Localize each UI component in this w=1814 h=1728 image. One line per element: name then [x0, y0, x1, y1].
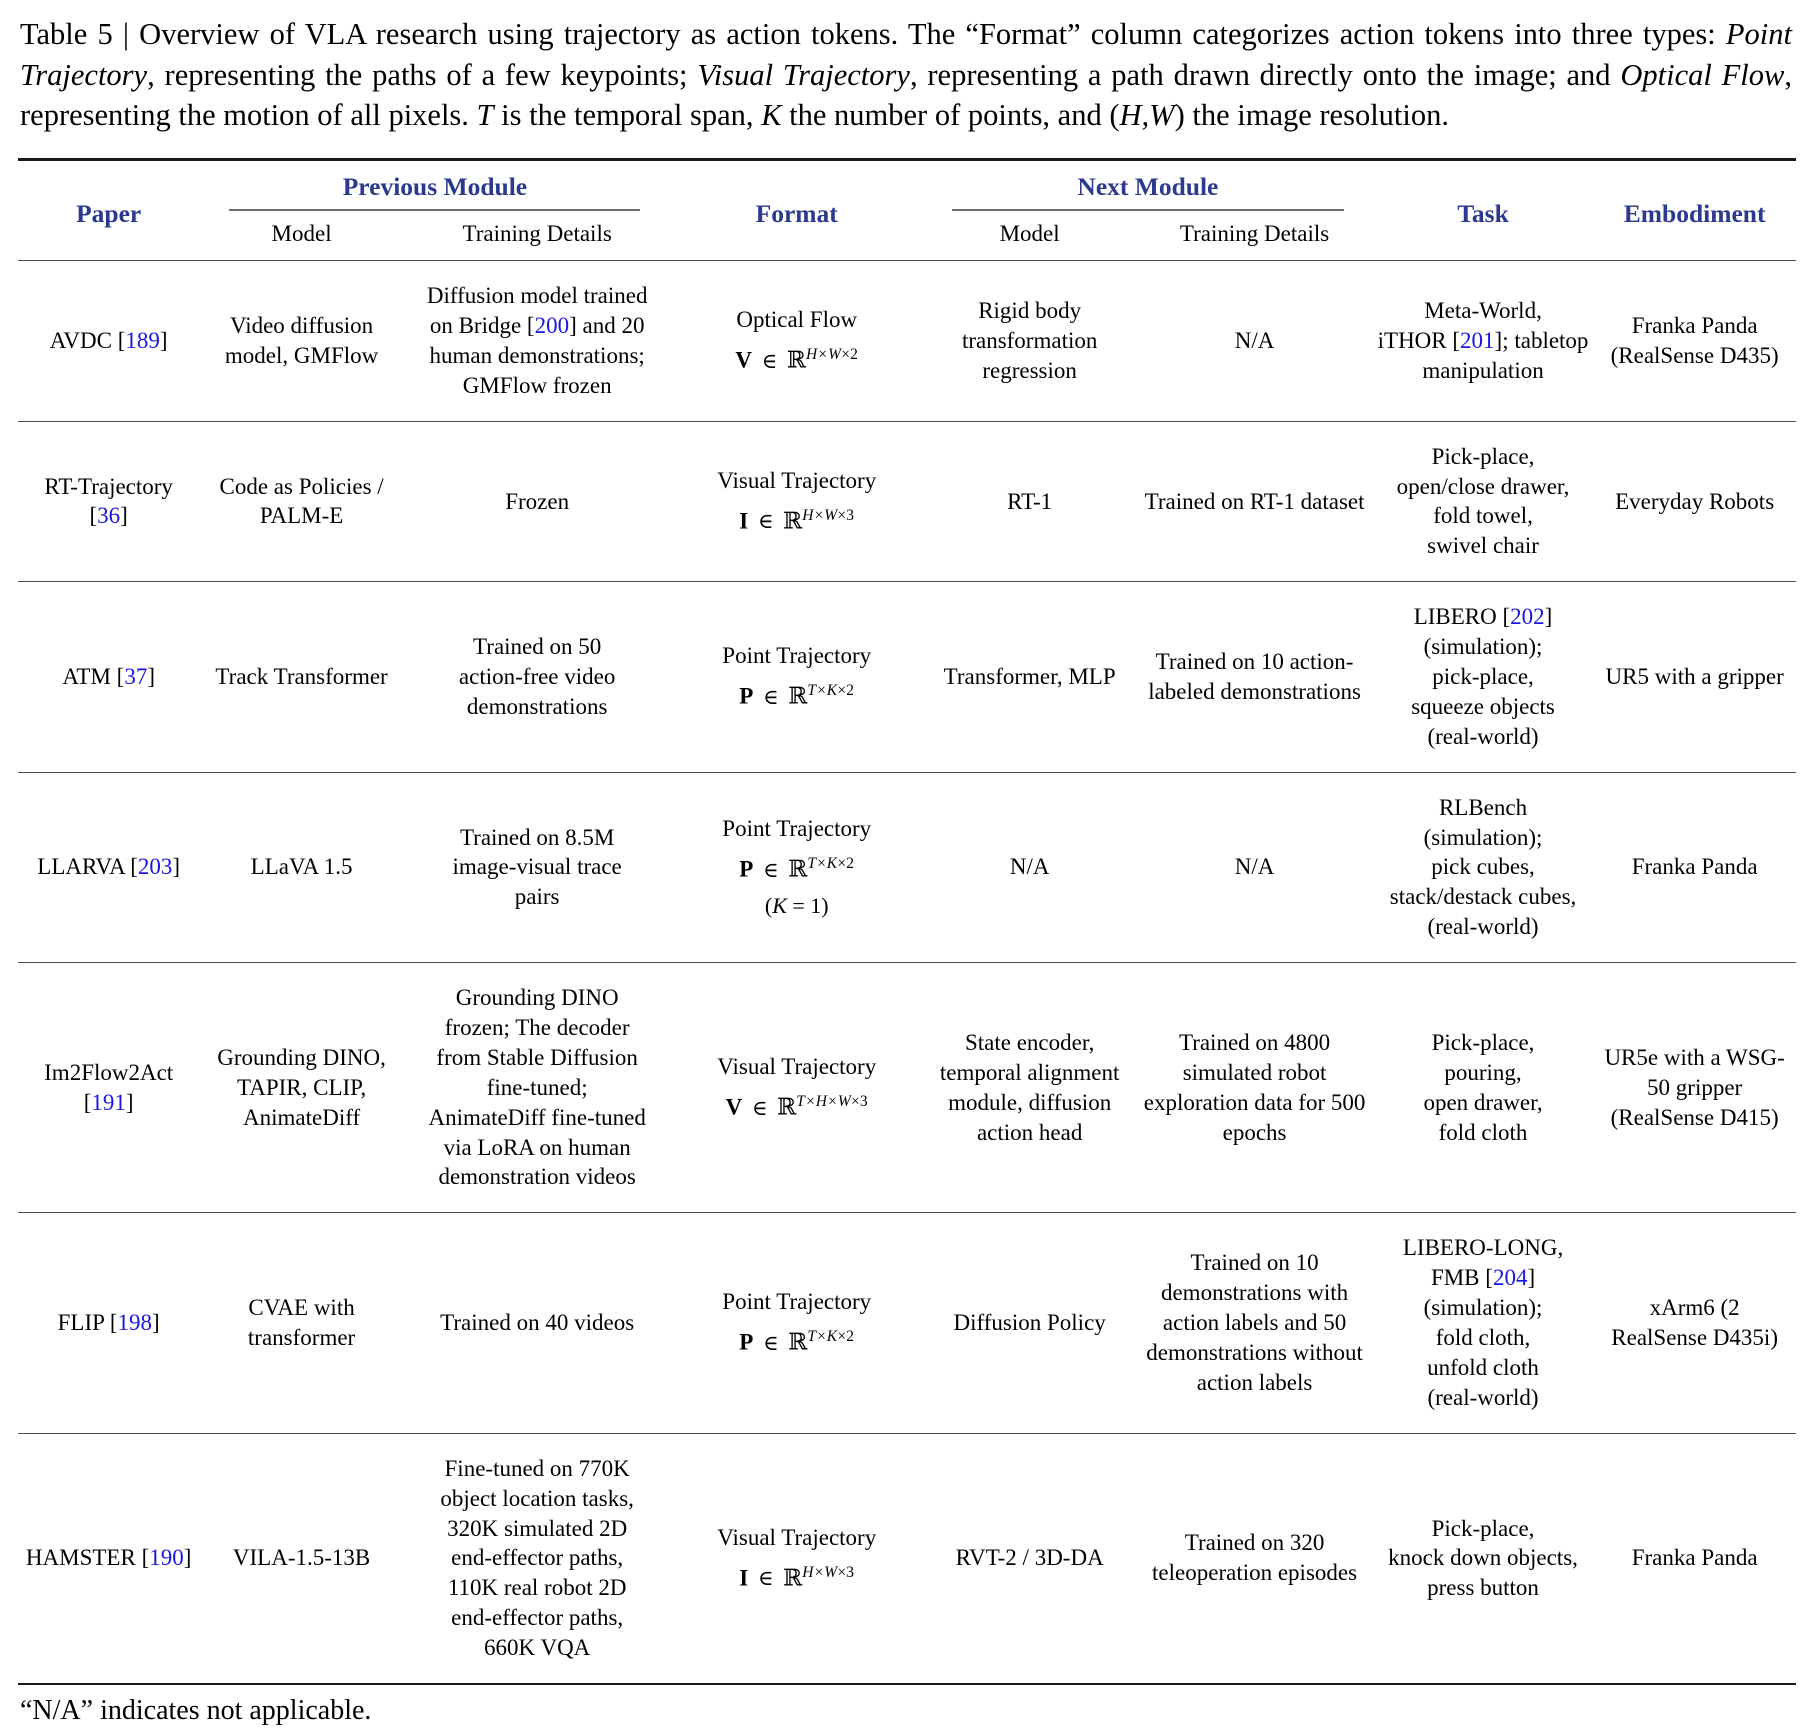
task-line: Meta-World, — [1424, 298, 1542, 324]
table-head — [18, 160, 1796, 261]
format-math-expression — [677, 1327, 917, 1359]
task-line: RLBench — [1438, 794, 1528, 820]
task-line: iTHOR [201]; tabletop — [1377, 327, 1589, 353]
cell-format — [671, 772, 923, 962]
cell-next-model: State encoder, temporal alignment module, diffusion action head — [939, 1029, 1120, 1145]
format-type-label: Visual Trajectory — [717, 1054, 877, 1080]
column-header-format: Format — [755, 199, 838, 229]
citation-ref[interactable]: 190 — [149, 1545, 184, 1571]
table-footnote: “N/A” indicates not applicable. — [20, 1694, 372, 1726]
cell-embodiment: UR5 with a gripper — [1605, 664, 1784, 690]
cell-previous-model: Video diffusion model, GMFlow — [224, 313, 379, 368]
format-dimensions: T×K×2 — [807, 682, 855, 700]
task-line: press button — [1427, 1575, 1539, 1601]
format-type-label: Point Trajectory — [722, 1289, 872, 1315]
cell-embodiment: UR5e with a WSG-50 gripper (RealSense D415) — [1604, 1044, 1785, 1130]
real-numbers-icon: ℝ — [788, 856, 808, 883]
cell-next-training: Trained on 10 action-labeled demonstrations — [1148, 649, 1361, 704]
element-of-icon: ∈ — [756, 1330, 786, 1355]
cell-task — [1373, 582, 1593, 772]
format-dimensions: H×W×3 — [802, 1563, 855, 1581]
cell-next-training: Trained on RT-1 dataset — [1144, 488, 1365, 514]
element-of-icon: ∈ — [756, 857, 786, 882]
format-symbol: I — [739, 1565, 749, 1591]
format-math-expression — [677, 1563, 917, 1595]
paper-name: FLIP — [57, 1310, 110, 1336]
task-line: Pick-place, — [1431, 1515, 1535, 1541]
table-row — [18, 772, 1796, 962]
cell-format — [671, 421, 923, 582]
citation-ref[interactable]: 202 — [1510, 604, 1545, 630]
cell-next-model: Rigid body transformation regression — [961, 298, 1098, 383]
cell-previous-training — [404, 421, 671, 582]
cell-previous-model: LLaVA 1.5 — [250, 854, 353, 880]
table-row — [18, 421, 1796, 582]
table-row — [18, 1213, 1796, 1433]
task-line: pouring, — [1444, 1059, 1522, 1085]
column-header-prev-model: Model — [271, 221, 332, 247]
column-group-previous-module: Previous Module — [199, 160, 670, 216]
cell-next-model: N/A — [1009, 854, 1050, 880]
task-line: (real-world) — [1427, 723, 1539, 749]
cell-previous-training — [404, 1433, 671, 1684]
training-detail-line: on Bridge [200] and 20 — [429, 313, 645, 338]
format-type-label: Point Trajectory — [722, 816, 872, 842]
paper-name: HAMSTER — [25, 1545, 142, 1571]
format-symbol: P — [739, 856, 754, 882]
citation-ref[interactable]: 203 — [137, 854, 173, 880]
table-caption — [0, 0, 1814, 136]
training-detail-line: GMFlow frozen — [462, 372, 612, 398]
real-numbers-icon: ℝ — [777, 1094, 797, 1121]
column-header-next-model: Model — [999, 221, 1060, 247]
training-detail-line: end-effector paths, — [451, 1545, 624, 1571]
task-line: (simulation); — [1423, 824, 1543, 850]
cell-previous-training — [404, 963, 671, 1213]
training-detail-line: 320K simulated 2D — [447, 1515, 628, 1541]
training-detail-line: 660K VQA — [484, 1635, 591, 1661]
cell-next-training: Trained on 320 teleoperation episodes — [1136, 1433, 1372, 1684]
format-math-expression — [677, 681, 917, 713]
training-detail-line: Fine-tuned on 770K — [444, 1455, 630, 1481]
real-numbers-icon: ℝ — [786, 347, 807, 374]
cell-next-model: RVT-2 / 3D-DA — [923, 1433, 1136, 1684]
training-detail-line: demonstrations — [466, 693, 608, 719]
training-detail-line: from Stable Diffusion — [436, 1044, 638, 1070]
task-line: stack/destack cubes, — [1389, 884, 1577, 910]
citation-ref[interactable]: 189 — [125, 327, 160, 353]
cell-format — [671, 261, 923, 422]
table-row — [18, 582, 1796, 772]
format-dimensions: T×K×2 — [807, 1328, 855, 1346]
cell-task — [1373, 1433, 1593, 1684]
citation-ref[interactable]: 204 — [1492, 1265, 1528, 1291]
cell-previous-model: VILA-1.5-13B — [199, 1433, 403, 1684]
format-dimensions: T×K×2 — [807, 855, 855, 873]
cell-next-training: N/A — [1234, 327, 1275, 353]
format-math-expression — [677, 506, 917, 538]
cell-previous-training — [404, 582, 671, 772]
group-header-row — [18, 160, 1796, 216]
cell-previous-model: Grounding DINO, TAPIR, CLIP, AnimateDiff — [217, 1044, 386, 1130]
real-numbers-icon: ℝ — [783, 1565, 803, 1592]
column-header-paper: Paper — [76, 199, 142, 229]
format-symbol: V — [725, 1094, 743, 1120]
paper-name: AVDC — [49, 327, 118, 353]
task-line: (real-world) — [1427, 1384, 1539, 1410]
cell-paper: HAMSTER [190] — [18, 1433, 199, 1684]
training-detail-line: action-free video — [458, 664, 616, 690]
format-note: (K = 1) — [764, 892, 829, 918]
task-line: manipulation — [1422, 357, 1544, 383]
task-line: open/close drawer, — [1396, 473, 1570, 499]
element-of-icon: ∈ — [751, 509, 781, 534]
format-symbol: P — [739, 683, 754, 709]
training-detail-line: pairs — [514, 884, 560, 910]
cell-format — [671, 582, 923, 772]
cell-previous-training — [404, 1213, 671, 1433]
cell-paper: LLARVA [203] — [37, 854, 181, 880]
training-detail-line: human demonstrations; — [429, 342, 645, 368]
format-symbol: P — [739, 1329, 754, 1355]
table-row — [18, 1433, 1796, 1684]
cell-next-model: Diffusion Policy — [953, 1310, 1106, 1336]
cell-next-training: Trained on 4800 simulated robot exploration data for 500 epochs — [1143, 1029, 1366, 1145]
cell-paper: AVDC [189] — [49, 327, 168, 353]
training-detail-line: demonstration videos — [438, 1164, 636, 1190]
cell-task — [1373, 261, 1593, 422]
cell-embodiment: Franka Panda — [1593, 1433, 1796, 1684]
cell-previous-model: Track Transformer — [215, 664, 388, 690]
citation-ref[interactable]: 200 — [534, 313, 570, 338]
task-line: (real-world) — [1427, 914, 1539, 940]
real-numbers-icon: ℝ — [783, 508, 803, 535]
task-line: (simulation); — [1423, 634, 1543, 660]
task-line: pick cubes, — [1431, 854, 1535, 880]
training-detail-line: object location tasks, — [440, 1485, 634, 1511]
column-header-next-training: Training Details — [1179, 221, 1330, 247]
citation-ref[interactable]: 191 — [91, 1089, 126, 1115]
task-line: knock down objects, — [1388, 1545, 1578, 1571]
element-of-icon: ∈ — [751, 1566, 781, 1591]
training-detail-line: fine-tuned; — [486, 1074, 588, 1100]
training-detail-line: Frozen — [505, 488, 570, 514]
cell-embodiment: xArm6 (2 RealSense D435i) — [1611, 1295, 1778, 1351]
caption-separator: | — [122, 17, 129, 51]
format-type-label: Point Trajectory — [722, 643, 872, 669]
format-dimensions: H×W×3 — [802, 506, 855, 524]
citation-ref[interactable]: 198 — [117, 1310, 153, 1336]
cell-previous-model: CVAE with transformer — [247, 1295, 356, 1351]
column-header-task: Task — [1457, 199, 1509, 229]
caption-label: Table 5 — [20, 17, 113, 51]
cell-embodiment: Everyday Robots — [1615, 488, 1775, 514]
format-math-expression — [677, 345, 917, 377]
training-detail-line: Trained on 50 — [473, 634, 602, 660]
cell-embodiment: Franka Panda (RealSense D435) — [1610, 313, 1779, 368]
training-detail-line: Grounding DINO — [455, 985, 619, 1011]
task-line: LIBERO-LONG, — [1402, 1235, 1564, 1261]
format-dimensions: H×W×2 — [806, 346, 859, 364]
format-math-expression — [677, 1092, 917, 1124]
task-line: Pick-place, — [1431, 1029, 1535, 1055]
paper-name: LLARVA — [37, 854, 131, 880]
task-line: fold cloth, — [1435, 1325, 1531, 1351]
cell-task — [1373, 772, 1593, 962]
task-line: fold towel, — [1433, 503, 1533, 529]
cell-format — [671, 1213, 923, 1433]
element-of-icon: ∈ — [754, 348, 784, 373]
training-detail-line: 110K real robot 2D — [447, 1575, 627, 1601]
cell-previous-training — [404, 772, 671, 962]
cell-task — [1373, 421, 1593, 582]
cell-task — [1373, 963, 1593, 1213]
vla-trajectory-table — [18, 158, 1796, 1685]
format-type-label: Visual Trajectory — [717, 1524, 877, 1550]
cell-paper: Im2Flow2Act [191] — [44, 1059, 174, 1115]
real-numbers-icon: ℝ — [788, 683, 808, 710]
column-group-next-module: Next Module — [923, 160, 1373, 216]
cell-task — [1373, 1213, 1593, 1433]
paper-name: RT-Trajectory — [44, 473, 173, 499]
task-line: Pick-place, — [1431, 443, 1535, 469]
task-line: swivel chair — [1427, 533, 1539, 559]
table-row — [18, 261, 1796, 422]
format-dimensions: T×H×W×3 — [796, 1092, 868, 1110]
next-module-underline — [952, 209, 1344, 211]
table-body — [18, 261, 1796, 1684]
task-line: LIBERO [202] — [1413, 604, 1553, 630]
caption-body: Overview of VLA research using trajectory as action tokens. The “Format” column categorizes action tokens into three types: Point Trajectory, representing the paths of a few keypoints; Visual Trajectory, representing a path drawn directly onto the image; and Optical Flow, representing the motion of all pixels. T is the temporal span, K the number of points, and (H,W) the image resolution. — [20, 17, 1793, 133]
format-symbol: I — [739, 508, 749, 534]
cell-embodiment: Franka Panda — [1631, 854, 1758, 880]
column-header-prev-training: Training Details — [462, 221, 612, 247]
paper-name: ATM — [62, 664, 117, 690]
element-of-icon: ∈ — [745, 1095, 775, 1120]
task-line: squeeze objects — [1411, 693, 1555, 719]
column-header-embodiment: Embodiment — [1623, 199, 1766, 229]
cell-next-training: Trained on 10 demonstrations with action labels and 50 demonstrations without action labels — [1146, 1250, 1363, 1395]
training-detail-line: Trained on 40 videos — [440, 1310, 635, 1336]
training-detail-line: Diffusion model trained — [426, 283, 648, 309]
task-line: open drawer, — [1423, 1089, 1543, 1115]
training-detail-line: image-visual trace — [452, 854, 622, 880]
citation-ref[interactable]: 36 — [97, 503, 121, 529]
cell-previous-training — [404, 261, 671, 422]
training-detail-line: frozen; The decoder — [444, 1015, 630, 1041]
cell-paper: FLIP [198] — [57, 1310, 160, 1336]
cell-next-training: N/A — [1234, 854, 1275, 880]
training-detail-line: AnimateDiff fine-tuned — [428, 1104, 646, 1130]
citation-ref[interactable]: 201 — [1460, 327, 1495, 353]
training-detail-line: Trained on 8.5M — [459, 824, 615, 850]
element-of-icon: ∈ — [756, 684, 786, 709]
table-row — [18, 963, 1796, 1213]
real-numbers-icon: ℝ — [788, 1329, 808, 1356]
table-container — [0, 158, 1814, 1685]
format-math-expression — [677, 854, 917, 886]
cell-previous-model: Code as Policies / PALM-E — [219, 473, 384, 529]
format-type-label: Visual Trajectory — [717, 467, 877, 493]
cell-paper: ATM [37] — [62, 664, 155, 690]
task-line: unfold cloth — [1427, 1354, 1539, 1380]
cell-format — [671, 1433, 923, 1684]
previous-module-underline — [229, 209, 640, 211]
training-detail-line: end-effector paths, — [451, 1605, 624, 1631]
format-symbol: V — [735, 347, 752, 373]
format-type-label: Optical Flow — [736, 307, 858, 333]
cell-format — [671, 963, 923, 1213]
cell-next-model: RT-1 — [1007, 488, 1053, 514]
task-line: pick-place, — [1432, 664, 1534, 690]
paper-name: Im2Flow2Act — [44, 1059, 174, 1085]
task-line: fold cloth — [1438, 1119, 1528, 1145]
cell-paper: RT-Trajectory [36] — [44, 473, 173, 529]
task-line: FMB [204] (simulation); — [1423, 1265, 1543, 1321]
citation-ref[interactable]: 37 — [124, 664, 148, 690]
cell-next-model: Transformer, MLP — [943, 664, 1116, 690]
training-detail-line: via LoRA on human — [443, 1134, 631, 1160]
